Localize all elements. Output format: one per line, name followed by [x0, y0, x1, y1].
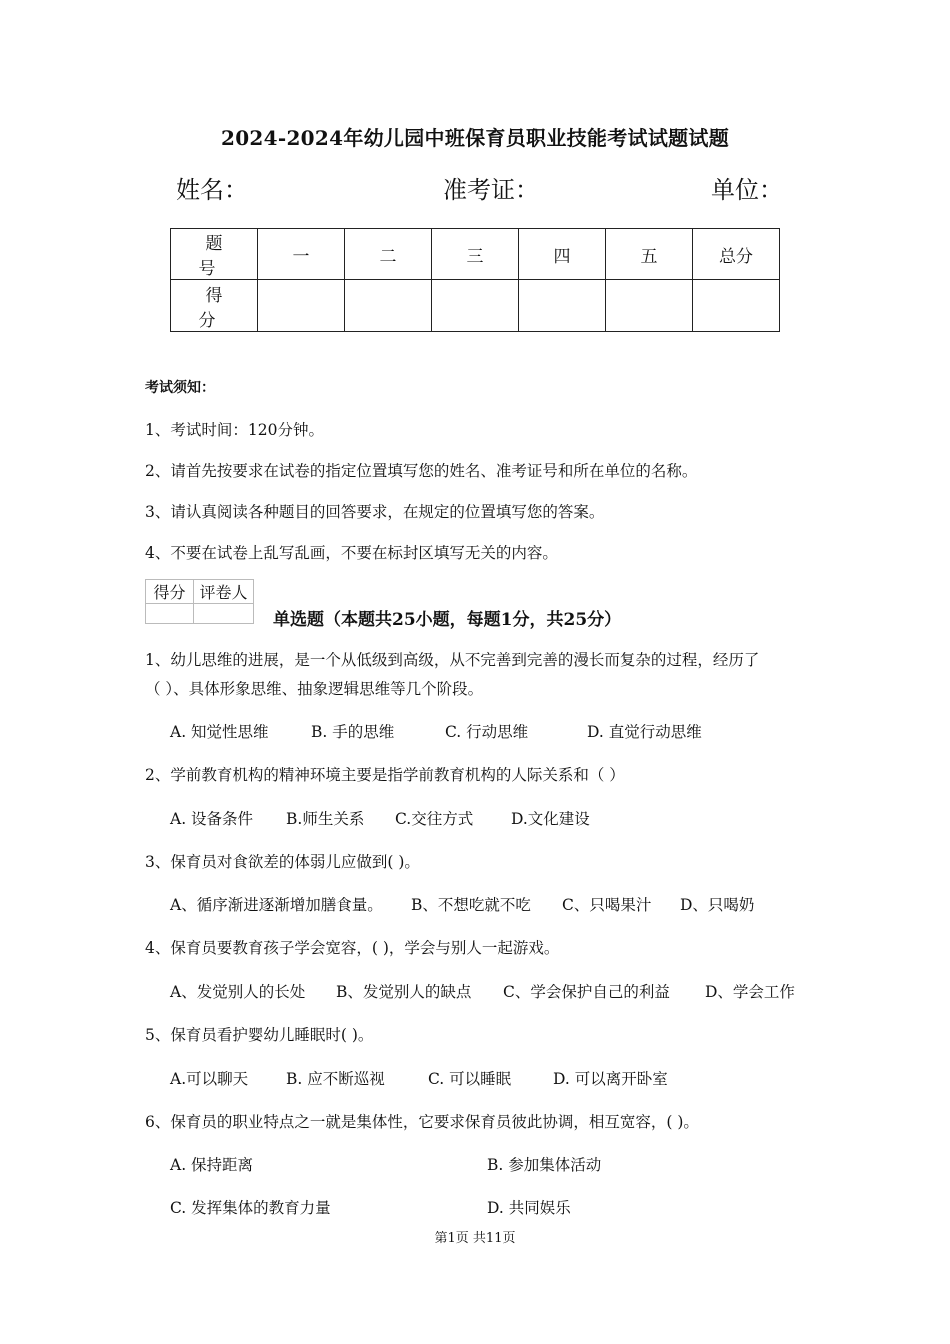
question-text: 1、幼儿思维的进展，是一个从低级到高级，从不完善到完善的漫长而复杂的过程，经历了 [145, 651, 760, 669]
unit-field-label: 单位： [711, 176, 783, 204]
option: C. 可以睡眠 [428, 1070, 512, 1088]
option: C、只喝果汁 [562, 896, 652, 914]
option: A.可以聊天 [170, 1070, 249, 1088]
section-title: 单选题（本题共25小题，每题1分，共25分） [273, 610, 622, 630]
grader-name-label: 评卷人 [194, 580, 254, 604]
notice-item: 1、考试时间：120分钟。 [145, 421, 324, 439]
score-table-cell [606, 280, 693, 332]
notice-heading: 考试须知： [145, 380, 215, 396]
score-table-cell: 总分 [693, 229, 780, 280]
score-table-cell: 三 [432, 229, 519, 280]
question-text: 2、学前教育机构的精神环境主要是指学前教育机构的人际关系和（ ） [145, 766, 625, 784]
score-table-cell: 题 号 [171, 229, 258, 280]
option: C、学会保护自己的利益 [503, 983, 670, 1001]
option: A. 保持距离 [170, 1156, 254, 1174]
score-table [170, 228, 780, 332]
question-text: 5、保育员看护婴幼儿睡眠时( )。 [145, 1026, 374, 1044]
option: B、发觉别人的缺点 [336, 983, 472, 1001]
question-text: 6、保育员的职业特点之一就是集体性，它要求保育员彼此协调，相互宽容，( )。 [145, 1113, 699, 1131]
option: C.交往方式 [395, 810, 474, 828]
score-table-cell: 五 [606, 229, 693, 280]
grader-box [145, 579, 254, 624]
option: C. 行动思维 [445, 723, 529, 741]
grader-name-cell [194, 604, 254, 624]
score-table-cell: 四 [519, 229, 606, 280]
question-text: （ ）、具体形象思维、抽象逻辑思维等几个阶段。 [145, 680, 484, 698]
option: D. 可以离开卧室 [553, 1070, 668, 1088]
question-text: 4、保育员要教育孩子学会宽容，( )，学会与别人一起游戏。 [145, 939, 560, 957]
name-field-label: 姓名： [176, 176, 248, 204]
option: A、循序渐进逐渐增加膳食量。 [170, 896, 383, 914]
option: D.文化建设 [511, 810, 590, 828]
grader-score-cell [146, 604, 194, 624]
question-text: 3、保育员对食欲差的体弱儿应做到( )。 [145, 853, 420, 871]
notice-item: 4、不要在试卷上乱写乱画，不要在标封区填写无关的内容。 [145, 544, 558, 562]
score-table-cell [693, 280, 780, 332]
option: D. 直觉行动思维 [587, 723, 702, 741]
option: B. 应不断巡视 [286, 1070, 385, 1088]
option: B. 手的思维 [311, 723, 395, 741]
page-footer: 第1页 共11页 [434, 1231, 516, 1246]
exam-id-field-label: 准考证： [443, 176, 539, 204]
score-table-cell [345, 280, 432, 332]
option: A、发觉别人的长处 [170, 983, 306, 1001]
score-table-score-row [171, 280, 780, 332]
option: D. 共同娱乐 [487, 1199, 571, 1217]
option: A. 设备条件 [170, 810, 254, 828]
option: B、不想吃就不吃 [411, 896, 531, 914]
option: B. 参加集体活动 [487, 1156, 602, 1174]
notice-item: 2、请首先按要求在试卷的指定位置填写您的姓名、准考证号和所在单位的名称。 [145, 462, 698, 480]
score-table-cell: 得 分 [171, 280, 258, 332]
option: C. 发挥集体的教育力量 [170, 1199, 331, 1217]
score-table-cell [258, 280, 345, 332]
page-title: 2024-2024年幼儿园中班保育员职业技能考试试题试题 [220, 126, 730, 150]
score-table-cell [519, 280, 606, 332]
notice-item: 3、请认真阅读各种题目的回答要求，在规定的位置填写您的答案。 [145, 503, 605, 521]
score-table-cell: 一 [258, 229, 345, 280]
score-table-cell [432, 280, 519, 332]
score-table-header-row [171, 229, 780, 280]
option: D、只喝奶 [680, 896, 755, 914]
grader-score-label: 得分 [146, 580, 194, 604]
option: A. 知觉性思维 [170, 723, 269, 741]
option: D、学会工作 [705, 983, 795, 1001]
score-table-cell: 二 [345, 229, 432, 280]
option: B.师生关系 [286, 810, 365, 828]
